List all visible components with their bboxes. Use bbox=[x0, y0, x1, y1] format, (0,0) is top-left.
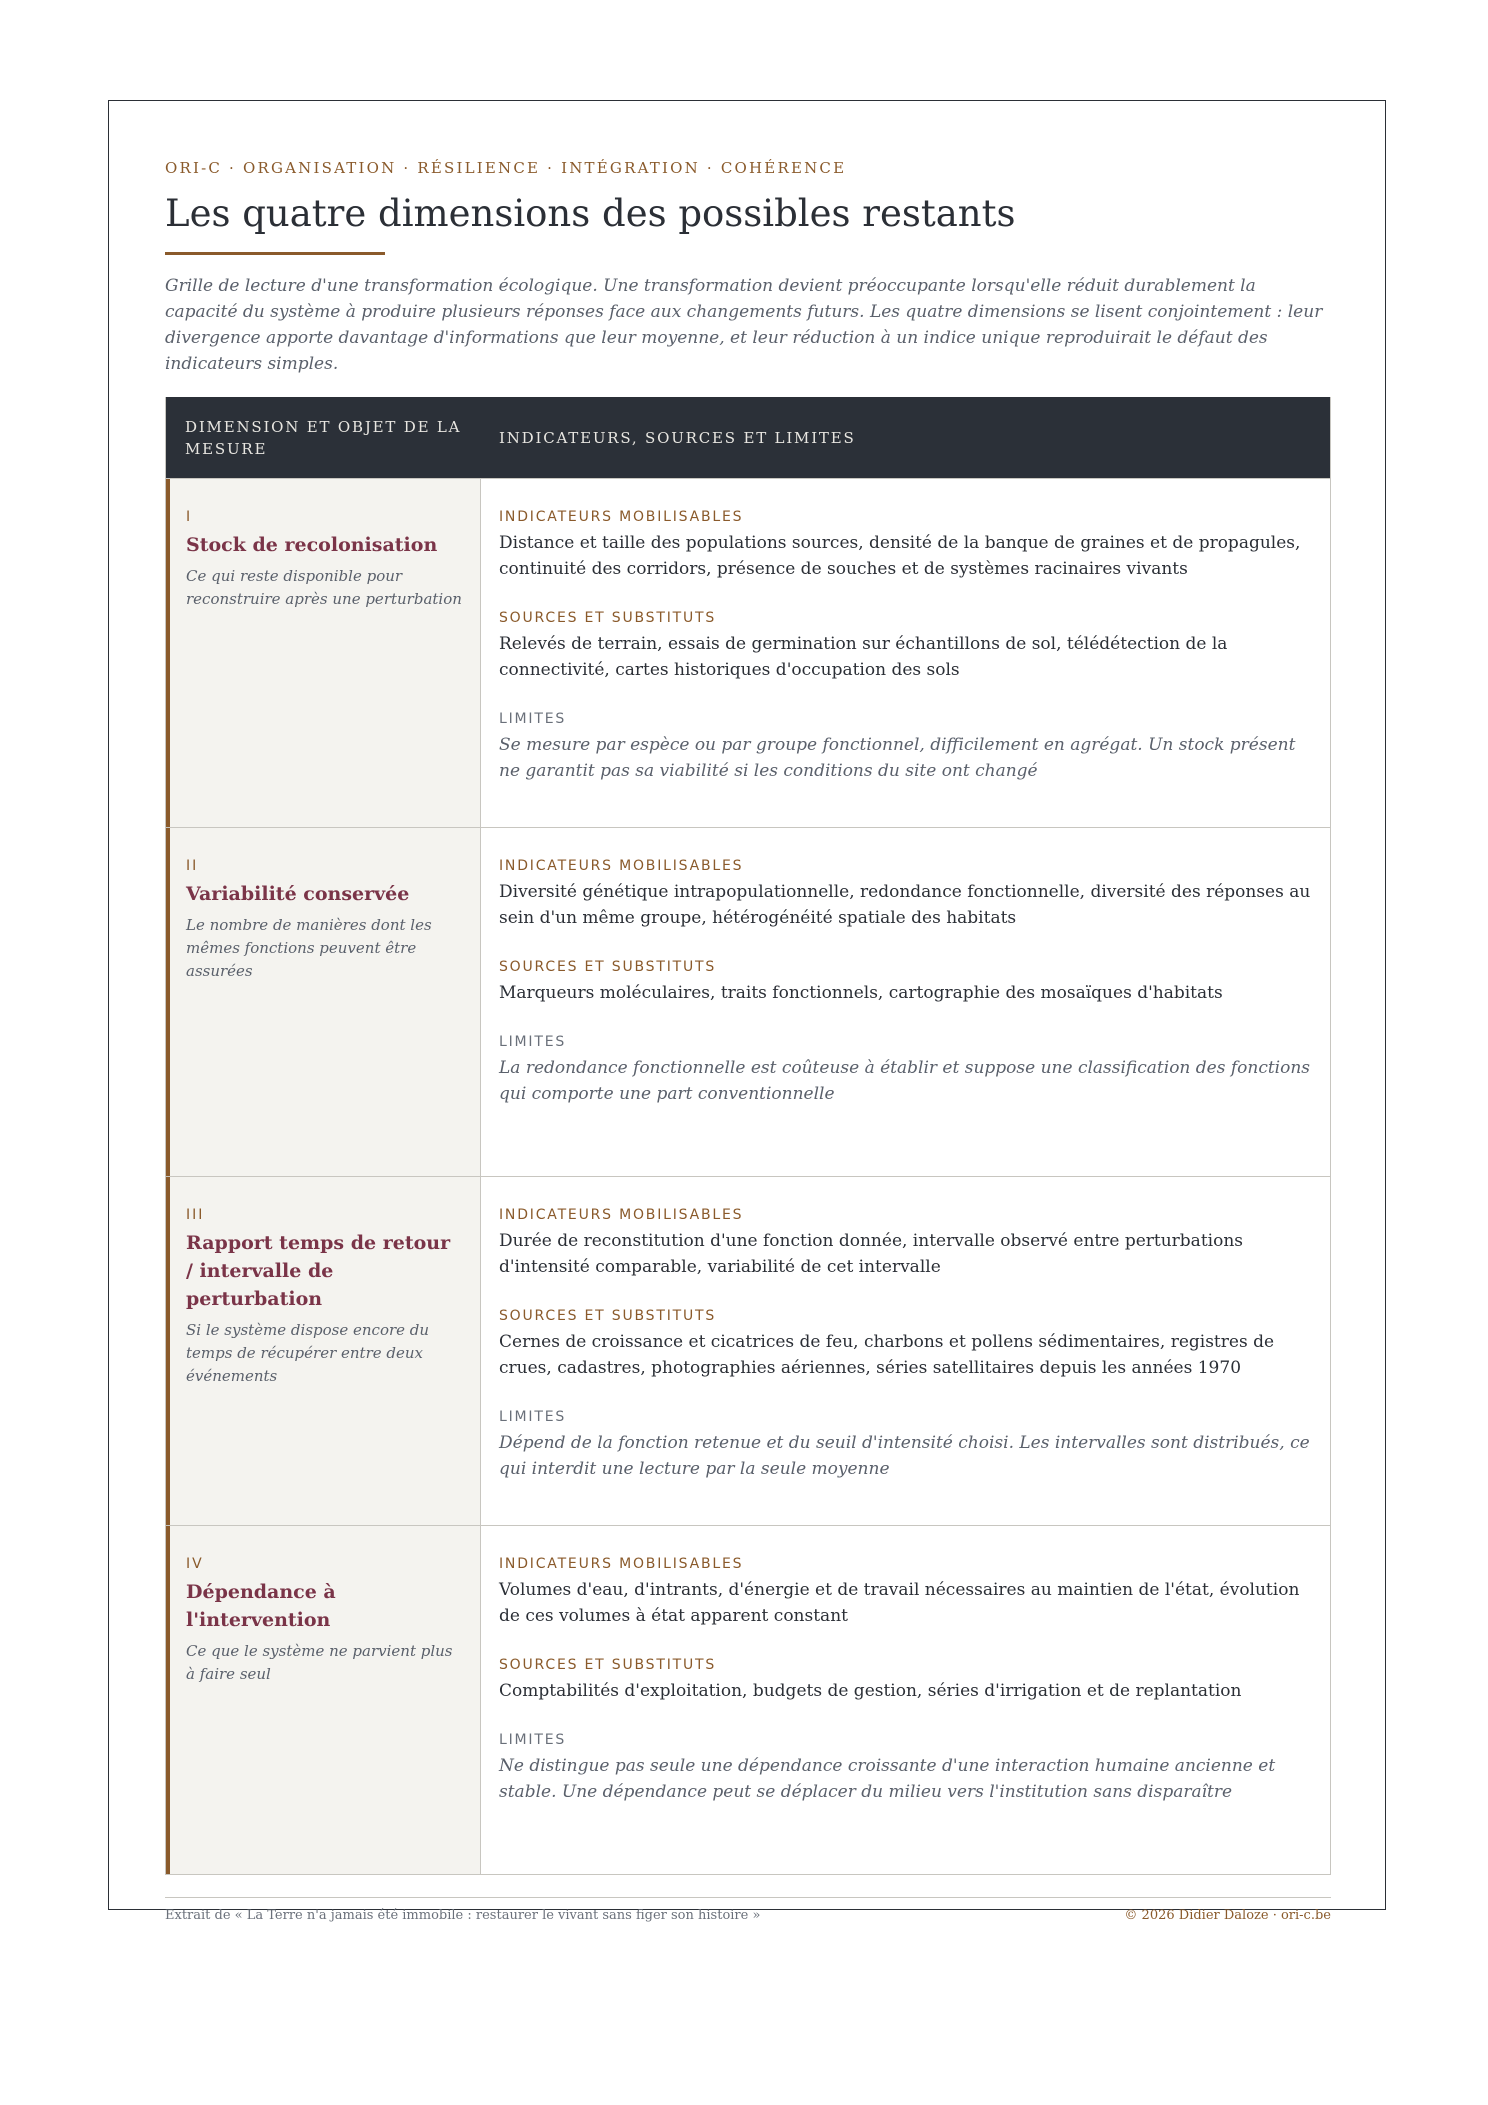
intro-paragraph: Grille de lecture d'une transformation écologique. Une transformation devient préoccupante lorsqu'elle réduit durablement la capacité du système à produire plusieurs réponses face aux changements futurs. Les quatre dimensions se lisent conjointement : leur divergence apporte davantage d'informations que leur moyenne, et leur réduction à un indice unique reproduirait le défaut des indicateurs simples. bbox=[165, 276, 1323, 374]
limits-label: LIMITES bbox=[499, 711, 567, 727]
indicators-text: Distance et taille des populations sources, densité de la banque de graines et de propagules, continuité des corridors, présence de souches et de systèmes racinaires vivants bbox=[499, 533, 1301, 579]
indicators-text: Durée de reconstitution d'une fonction donnée, intervalle observé entre perturbations d'intensité comparable, variabilité de cet intervalle bbox=[499, 1231, 1243, 1277]
limits-text: Ne distingue pas seule une dépendance croissante d'une interaction humaine ancienne et stable. Une dépendance peut se déplacer du milieu vers l'institution sans disparaître bbox=[499, 1756, 1276, 1802]
dimension-title: Rapport temps de retour / intervalle de perturbation bbox=[186, 1232, 451, 1310]
table-row bbox=[166, 478, 1330, 827]
dimension-cell bbox=[166, 1177, 481, 1525]
sources-label: SOURCES ET SUBSTITUTS bbox=[499, 1657, 717, 1673]
dimension-title: Dépendance à l'intervention bbox=[186, 1581, 336, 1631]
indicators-label: INDICATEURS MOBILISABLES bbox=[499, 509, 744, 525]
sources-section bbox=[499, 957, 1312, 1006]
limits-section bbox=[499, 1032, 1312, 1107]
sources-text: Comptabilités d'exploitation, budgets de gestion, séries d'irrigation et de replantation bbox=[499, 1681, 1242, 1701]
indicators-section bbox=[499, 507, 1312, 582]
dimension-subtitle: Le nombre de manières dont les mêmes fonctions peuvent être assurées bbox=[186, 916, 432, 980]
eyebrow: ORI-C · ORGANISATION · RÉSILIENCE · INTÉGRATION · COHÉRENCE bbox=[165, 159, 847, 177]
sources-text: Cernes de croissance et cicatrices de feu, charbons et pollens sédimentaires, registres de crues, cadastres, photographies aériennes, séries satellitaires depuis les années 1970 bbox=[499, 1332, 1275, 1378]
dimensions-table bbox=[165, 397, 1331, 1875]
dimension-numeral: III bbox=[186, 1207, 205, 1223]
page-title: Les quatre dimensions des possibles restants bbox=[165, 192, 1016, 235]
indicators-text: Diversité génétique intrapopulationnelle, redondance fonctionnelle, diversité des réponses au sein d'un même groupe, hétérogénéité spatiale des habitats bbox=[499, 882, 1311, 928]
details-cell bbox=[481, 1177, 1330, 1525]
sources-section bbox=[499, 608, 1312, 683]
sources-label: SOURCES ET SUBSTITUTS bbox=[499, 610, 717, 626]
sources-text: Relevés de terrain, essais de germination sur échantillons de sol, télédétection de la connectivité, cartes historiques d'occupation des sols bbox=[499, 634, 1228, 680]
footer-source: Extrait de « La Terre n'a jamais été immobile : restaurer le vivant sans figer son histoire » bbox=[165, 1908, 761, 1923]
dimension-cell bbox=[166, 828, 481, 1176]
footer-copyright: © 2026 Didier Daloze · ori-c.be bbox=[1124, 1908, 1331, 1923]
dimension-cell bbox=[166, 479, 481, 827]
indicators-label: INDICATEURS MOBILISABLES bbox=[499, 858, 744, 874]
sources-section bbox=[499, 1655, 1312, 1704]
dimension-subtitle: Si le système dispose encore du temps de récupérer entre deux événements bbox=[186, 1321, 430, 1385]
table-header bbox=[166, 397, 1330, 478]
document-frame bbox=[108, 100, 1386, 1923]
table-row bbox=[166, 827, 1330, 1176]
limits-text: Dépend de la fonction retenue et du seuil d'intensité choisi. Les intervalles sont distribués, ce qui interdit une lecture par la seule moyenne bbox=[499, 1433, 1310, 1479]
title-rule bbox=[165, 252, 385, 255]
sources-section bbox=[499, 1306, 1312, 1381]
table-row bbox=[166, 1525, 1330, 1874]
indicators-label: INDICATEURS MOBILISABLES bbox=[499, 1556, 744, 1572]
limits-section bbox=[499, 1730, 1312, 1805]
page-footer bbox=[165, 1897, 1331, 1926]
indicators-section bbox=[499, 1205, 1312, 1280]
sources-text: Marqueurs moléculaires, traits fonctionnels, cartographie des mosaïques d'habitats bbox=[499, 983, 1223, 1003]
column-header-indicators: INDICATEURS, SOURCES ET LIMITES bbox=[499, 428, 856, 447]
indicators-label: INDICATEURS MOBILISABLES bbox=[499, 1207, 744, 1223]
dimension-numeral: IV bbox=[186, 1556, 204, 1572]
column-header-dimension: DIMENSION ET OBJET DE LA MESURE bbox=[185, 417, 462, 458]
sources-label: SOURCES ET SUBSTITUTS bbox=[499, 959, 717, 975]
dimension-subtitle: Ce que le système ne parvient plus à faire seul bbox=[186, 1642, 453, 1683]
limits-text: Se mesure par espèce ou par groupe fonctionnel, difficilement en agrégat. Un stock présent ne garantit pas sa viabilité si les conditions du site ont changé bbox=[499, 735, 1296, 781]
indicators-section bbox=[499, 1554, 1312, 1629]
dimension-title: Variabilité conservée bbox=[186, 883, 410, 905]
dimension-numeral: I bbox=[186, 509, 193, 525]
limits-text: La redondance fonctionnelle est coûteuse à établir et suppose une classification des fonctions qui comporte une part conventionnelle bbox=[499, 1058, 1311, 1104]
limits-section bbox=[499, 1407, 1312, 1482]
details-cell bbox=[481, 479, 1330, 827]
details-cell bbox=[481, 1526, 1330, 1874]
limits-label: LIMITES bbox=[499, 1732, 567, 1748]
sources-label: SOURCES ET SUBSTITUTS bbox=[499, 1308, 717, 1324]
table-row bbox=[166, 1176, 1330, 1525]
limits-label: LIMITES bbox=[499, 1034, 567, 1050]
indicators-section bbox=[499, 856, 1312, 931]
dimension-numeral: II bbox=[186, 858, 199, 874]
limits-section bbox=[499, 709, 1312, 784]
indicators-text: Volumes d'eau, d'intrants, d'énergie et de travail nécessaires au maintien de l'état, évolution de ces volumes à état apparent constant bbox=[499, 1580, 1300, 1626]
dimension-subtitle: Ce qui reste disponible pour reconstruire après une perturbation bbox=[186, 567, 462, 608]
dimension-cell bbox=[166, 1526, 481, 1874]
limits-label: LIMITES bbox=[499, 1409, 567, 1425]
details-cell bbox=[481, 828, 1330, 1176]
document-content bbox=[165, 157, 1331, 1926]
dimension-title: Stock de recolonisation bbox=[186, 534, 438, 556]
